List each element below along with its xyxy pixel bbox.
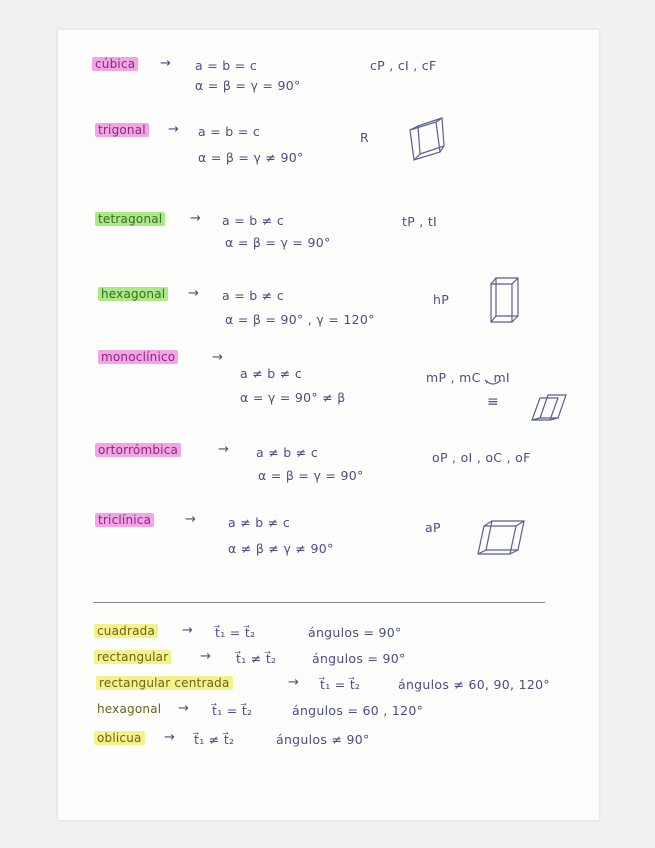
angle-relation: α ≠ β ≠ γ ≠ 90°: [228, 541, 334, 556]
angle-relation: α = β = γ ≠ 90°: [198, 150, 304, 165]
bravais-lattices: hP: [433, 292, 450, 307]
angle-relation: ángulos = 90°: [312, 651, 406, 666]
length-relation: a = b = c: [195, 58, 258, 73]
arrow: →: [164, 730, 175, 745]
length-relation: a ≠ b ≠ c: [256, 445, 319, 460]
arrow: →: [168, 122, 179, 137]
brace-mark: [484, 378, 502, 388]
bravais-lattices: mP , mC , mI: [426, 370, 510, 385]
lattice-name: cuadrada: [94, 624, 158, 638]
vector-relation: t⃗₁ ≠ t⃗₂: [236, 651, 277, 666]
system-name: ortorrómbica: [95, 443, 181, 457]
angle-relation: ángulos = 90°: [308, 625, 402, 640]
arrow: →: [288, 675, 299, 690]
angle-relation: α = β = γ = 90°: [258, 468, 364, 483]
lattice-name: oblicua: [94, 731, 145, 745]
system-name: trigonal: [95, 123, 149, 137]
arrow: →: [200, 649, 211, 664]
system-name: tetragonal: [95, 212, 165, 226]
arrow: →: [218, 442, 229, 457]
lattice-name: rectangular centrada: [96, 676, 233, 690]
angle-relation: ángulos = 60 , 120°: [292, 703, 424, 718]
angle-relation: α = β = γ = 90°: [225, 235, 331, 250]
length-relation: a = b ≠ c: [222, 213, 285, 228]
lattice-name: rectangular: [94, 650, 171, 664]
angle-relation: α = β = 90° , γ = 120°: [225, 312, 375, 327]
system-name: triclínica: [95, 513, 154, 527]
bravais-lattices: cP , cI , cF: [370, 58, 437, 73]
rhombohedral-cell-sketch: [408, 116, 448, 162]
arrow: →: [190, 211, 201, 226]
length-relation: a ≠ b ≠ c: [228, 515, 291, 530]
system-name: monoclínico: [98, 350, 178, 364]
lattice-name: hexagonal: [97, 702, 162, 716]
bravais-lattices: R: [360, 130, 369, 145]
arrow: →: [185, 512, 196, 527]
bravais-lattices: tP , tI: [402, 214, 438, 229]
bravais-lattices: aP: [425, 520, 441, 535]
monoclinic-cell-sketch: [530, 392, 570, 424]
angle-relation: α = γ = 90° ≠ β: [240, 390, 346, 405]
hexagonal-prism-sketch: [488, 276, 524, 326]
length-relation: a = b ≠ c: [222, 288, 285, 303]
bravais-lattices: oP , oI , oC , oF: [432, 450, 531, 465]
angle-relation: α = β = γ = 90°: [195, 78, 301, 93]
length-relation: a ≠ b ≠ c: [240, 366, 303, 381]
arrow: →: [160, 56, 171, 71]
vector-relation: t⃗₁ ≠ t⃗₂: [194, 732, 235, 747]
vector-relation: t⃗₁ = t⃗₂: [212, 703, 253, 718]
system-name: cúbica: [92, 57, 138, 71]
angle-relation: ángulos ≠ 60, 90, 120°: [398, 677, 550, 692]
system-name: hexagonal: [98, 287, 168, 301]
arrow: →: [188, 286, 199, 301]
section-divider: [93, 602, 545, 603]
equivalence-symbol: ≡: [487, 394, 500, 410]
arrow: →: [182, 623, 193, 638]
vector-relation: t⃗₁ = t⃗₂: [215, 625, 256, 640]
vector-relation: t⃗₁ = t⃗₂: [320, 677, 361, 692]
triclinic-cell-sketch: [476, 518, 528, 558]
length-relation: a = b = c: [198, 124, 261, 139]
arrow: →: [212, 350, 223, 365]
arrow: →: [178, 701, 189, 716]
angle-relation: ángulos ≠ 90°: [276, 732, 370, 747]
